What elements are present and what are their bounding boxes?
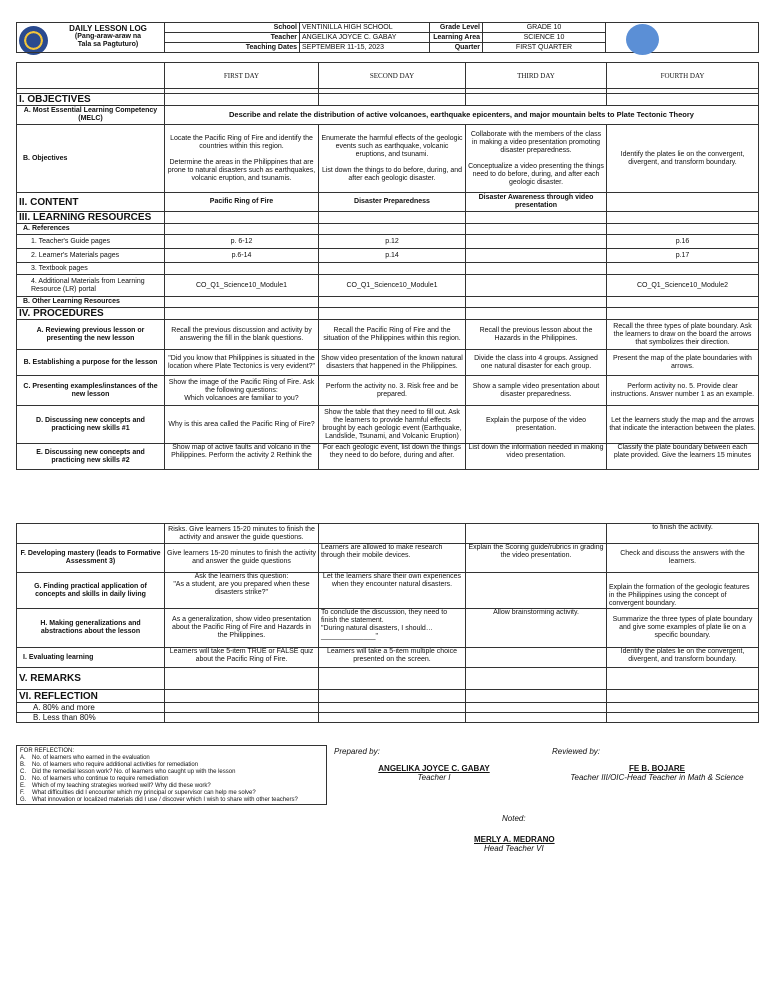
lm-pages-day1: p.6-14 bbox=[165, 249, 319, 263]
proc-i-label: I. Evaluating learning bbox=[17, 648, 165, 668]
objective-day3: Collaborate with the members of the class in making a video presentation promoting disaster preparedness. Conceptualize a video presenting the things need to do before, during, and after each geologic disaster. bbox=[466, 125, 607, 193]
proc-a-day4: Recall the three types of plate boundary. Ask the learners to draw on the board the arrows that symbolizes their direction. bbox=[607, 320, 759, 350]
proc-f-day4: Check and discuss the answers with the learners. bbox=[607, 544, 759, 573]
proc-i-day3 bbox=[466, 648, 607, 668]
objectives-label: B. Objectives bbox=[17, 125, 165, 193]
dates-value: SEPTEMBER 11-15, 2023 bbox=[300, 43, 430, 53]
reflection-item: D. No. of learners who continue to require remediation bbox=[20, 776, 169, 782]
proc-d-day4: Let the learners study the map and the arrows that indicate the interaction between the plates. bbox=[607, 406, 759, 444]
resources-heading: III. LEARNING RESOURCES bbox=[17, 212, 165, 224]
doc-subtitle-1: (Pang-araw-araw na bbox=[74, 33, 142, 40]
melc-label: A. Most Essential Learning Competency (MELC) bbox=[17, 106, 165, 125]
lr-portal-day4: CO_Q1_Science10_Module2 bbox=[607, 275, 759, 297]
content-day3: Disaster Awareness through video presentation bbox=[466, 193, 607, 212]
other-resources-label: B. Other Learning Resources bbox=[17, 297, 165, 308]
proc-b-label: B. Establishing a purpose for the lesson bbox=[17, 350, 165, 376]
noted-by-name: MERLY A. MEDRANO bbox=[474, 835, 555, 844]
reflection-heading: VI. REFLECTION bbox=[17, 690, 165, 703]
doc-subtitle-2: Tala sa Pagtuturo) bbox=[77, 41, 139, 48]
proc-e-cont-day2 bbox=[319, 524, 466, 544]
proc-b-day2: Show video presentation of the known natural disasters that happened in the Philippines. bbox=[319, 350, 466, 376]
proc-e-day4: Classify the plate boundary between each plate provided. Give the learners 15 minutes bbox=[607, 444, 759, 470]
proc-i-day4: Identify the plates lie on the convergent, divergent, and transform boundary. bbox=[607, 648, 759, 668]
lr-portal-day2: CO_Q1_Science10_Module1 bbox=[319, 275, 466, 297]
proc-e-cont-day1: Risks. Give learners 15-20 minutes to finish the activity and answer the guide questions. bbox=[165, 524, 319, 544]
proc-f-day3: Explain the Scoring guide/rubrics in grading the video presentation. bbox=[466, 544, 607, 573]
lm-pages-day2: p.14 bbox=[319, 249, 466, 263]
procedures-heading: IV. PROCEDURES bbox=[17, 308, 165, 320]
tg-pages-day2: p.12 bbox=[319, 235, 466, 249]
content-heading: II. CONTENT bbox=[17, 193, 165, 212]
quarter-label: Quarter bbox=[430, 43, 483, 53]
noted-by-label: Noted: bbox=[502, 814, 526, 823]
reflection-item: B. No. of learners who require additional activities for remediation bbox=[20, 762, 199, 768]
proc-e-day1: Show map of active faults and volcano in the Philippines. Perform the activity 2 Rethink the bbox=[165, 444, 319, 470]
reviewed-by-label: Reviewed by: bbox=[552, 747, 601, 756]
day-header-3: THIRD DAY bbox=[466, 63, 607, 89]
tg-pages-day4: p.16 bbox=[607, 235, 759, 249]
proc-c-day1: Show the image of the Pacific Ring of Fire. Ask the following questions: Which volcanoes are familiar to you? bbox=[165, 376, 319, 406]
proc-d-label: D. Discussing new concepts and practicing new skills #1 bbox=[17, 406, 165, 444]
prepared-by-block bbox=[334, 747, 494, 782]
reviewed-by-position: Teacher III/OIC-Head Teacher in Math & Science bbox=[570, 773, 744, 782]
reflection-item: A. No. of learners who earned in the evaluation bbox=[20, 755, 150, 761]
noted-by-position: Head Teacher VI bbox=[484, 844, 544, 853]
area-value: SCIENCE 10 bbox=[483, 33, 606, 43]
proc-c-day4: Perform activity no. 5. Provide clear instructions. Answer number 1 as an example. bbox=[607, 376, 759, 406]
grade-value: GRADE 10 bbox=[483, 23, 606, 33]
proc-e-cont-day4: to finish the activity. bbox=[607, 524, 759, 544]
proc-e-label: E. Discussing new concepts and practicing new skills #2 bbox=[17, 444, 165, 470]
melc-text: Describe and relate the distribution of active volcanoes, earthquake epicenters, and major mountain belts to Plate Tectonic Theory bbox=[165, 106, 759, 125]
reflection-item: G. What innovation or localized materials did I use / discover which I wish to share with other teachers? bbox=[20, 797, 298, 803]
reflection-item: F. What difficulties did I encounter which my principal or supervisor can help me solve? bbox=[20, 790, 256, 796]
lm-pages-label: 2. Learner's Materials pages bbox=[17, 249, 165, 263]
proc-b-day3: Divide the class into 4 groups. Assigned one natural disaster for each group. bbox=[466, 350, 607, 376]
logo-cell bbox=[17, 23, 165, 53]
prepared-by-name: ANGELIKA JOYCE C. GABAY bbox=[378, 764, 490, 773]
blue-circle-badge bbox=[626, 24, 659, 55]
teacher-value: ANGELIKA JOYCE C. GABAY bbox=[300, 33, 430, 43]
area-label: Learning Area bbox=[430, 33, 483, 43]
refl-row-80-more: A. 80% and more bbox=[17, 703, 165, 713]
proc-e-day3: List down the information needed in making video presentation. bbox=[466, 444, 607, 470]
objective-day4: Identify the plates lie on the convergent, divergent, and transform boundary. bbox=[607, 125, 759, 193]
noted-by-block bbox=[474, 814, 594, 853]
doc-title: DAILY LESSON LOG bbox=[69, 24, 147, 33]
proc-g-day2: Let the learners share their own experiences when they encounter natural disasters. bbox=[319, 573, 466, 609]
lr-portal-day3 bbox=[466, 275, 607, 297]
proc-h-day3: Allow brainstorming activity. bbox=[466, 609, 607, 648]
proc-a-label: A. Reviewing previous lesson or presenting the new lesson bbox=[17, 320, 165, 350]
proc-d-day3: Explain the purpose of the video presentation. bbox=[466, 406, 607, 444]
lesson-table-page1 bbox=[16, 62, 759, 470]
proc-b-day4: Present the map of the plate boundaries with arrows. bbox=[607, 350, 759, 376]
proc-h-label: H. Making generalizations and abstractions about the lesson bbox=[17, 609, 165, 648]
day-header-1: FIRST DAY bbox=[165, 63, 319, 89]
content-day1: Pacific Ring of Fire bbox=[165, 193, 319, 212]
for-reflection-title: FOR REFLECTION: bbox=[20, 748, 75, 754]
blank-corner bbox=[17, 63, 165, 89]
refl-row-less-80: B. Less than 80% bbox=[17, 713, 165, 723]
dates-label: Teaching Dates bbox=[165, 43, 300, 53]
objectives-heading: I. OBJECTIVES bbox=[17, 94, 165, 106]
objective-day2: Enumerate the harmful effects of the geologic events such as earthquake, volcanic eruptions, and tsunami. List down the things to do before, during, and after each geologic disaster. bbox=[319, 125, 466, 193]
proc-g-day1: Ask the learners this question: "As a student, are you prepared when these disasters strike?" bbox=[165, 573, 319, 609]
proc-h-day2: To conclude the discussion, they need to finish the statement. "During natural disasters, I should…______________" bbox=[319, 609, 466, 648]
proc-e-cont-day3 bbox=[466, 524, 607, 544]
proc-g-day3 bbox=[466, 573, 607, 609]
prepared-by-label: Prepared by: bbox=[334, 747, 380, 756]
quarter-value: FIRST QUARTER bbox=[483, 43, 606, 53]
grade-label: Grade Level bbox=[430, 23, 483, 33]
lm-pages-day4: p.17 bbox=[607, 249, 759, 263]
reflection-item: C. Did the remedial lesson work? No. of learners who caught up with the lesson bbox=[20, 769, 236, 775]
lesson-table-page2 bbox=[16, 523, 759, 723]
tg-pages-label: 1. Teacher's Guide pages bbox=[17, 235, 165, 249]
references-label: A. References bbox=[17, 224, 165, 235]
proc-h-day1: As a generalization, show video presentation about the Pacific Ring of Fire and Hazards in the Philippines. bbox=[165, 609, 319, 648]
day-header-2: SECOND DAY bbox=[319, 63, 466, 89]
reviewed-by-name: FE B. BOJARE bbox=[628, 764, 685, 773]
proc-c-day2: Perform the activity no. 3. Risk free and be prepared. bbox=[319, 376, 466, 406]
proc-c-day3: Show a sample video presentation about disaster preparedness. bbox=[466, 376, 607, 406]
remarks-heading: V. REMARKS bbox=[17, 668, 165, 690]
proc-h-day4: Summarize the three types of plate boundary and give some examples of plate lie on a specific boundary. bbox=[607, 609, 759, 648]
proc-f-day1: Give learners 15-20 minutes to finish the activity and answer the guide questions bbox=[165, 544, 319, 573]
proc-f-day2: Learners are allowed to make research through their mobile devices. bbox=[319, 544, 466, 573]
proc-e-day2: For each geologic event, list down the things they need to do before, during and after. bbox=[319, 444, 466, 470]
objective-day1: Locate the Pacific Ring of Fire and identify the countries within this region. Determine the areas in the Philippines that are prone to natural disasters such as earthquakes, volcanic eruption, and tsunamis. bbox=[165, 125, 319, 193]
proc-a-day1: Recall the previous discussion and activity by answering the fill in the blank questions. bbox=[165, 320, 319, 350]
school-label: School bbox=[165, 23, 300, 33]
school-value: VENTINILLA HIGH SCHOOL bbox=[300, 23, 430, 33]
for-reflection-box bbox=[16, 745, 327, 805]
lr-portal-day1: CO_Q1_Science10_Module1 bbox=[165, 275, 319, 297]
lm-pages-day3 bbox=[466, 249, 607, 263]
proc-f-label: F. Developing mastery (leads to Formative Assessment 3) bbox=[17, 544, 165, 573]
proc-g-label: G. Finding practical application of concepts and skills in daily living bbox=[17, 573, 165, 609]
teacher-label: Teacher bbox=[165, 33, 300, 43]
proc-d-day1: Why is this area called the Pacific Ring of Fire? bbox=[165, 406, 319, 444]
content-day4 bbox=[607, 193, 759, 212]
reflection-item: E. Which of my teaching strategies worked well? Why did these work? bbox=[20, 783, 211, 789]
proc-d-day2: Show the table that they need to fill out. Ask the learners to provide harmful effects brought by each geologic event (Earthquake, Landslide, Tsunami, and Volcanic Eruption) bbox=[319, 406, 466, 444]
content-day2: Disaster Preparedness bbox=[319, 193, 466, 212]
textbook-pages-label: 3. Textbook pages bbox=[17, 263, 165, 275]
proc-g-day4: Explain the formation of the geologic features in the Philippines using the concept of convergent boundary. bbox=[607, 573, 759, 609]
tg-pages-day3 bbox=[466, 235, 607, 249]
proc-b-day1: "Did you know that Philippines is situated in the location where Plate Tectonics is very evident?" bbox=[165, 350, 319, 376]
prepared-by-position: Teacher I bbox=[417, 773, 451, 782]
day-header-4: FOURTH DAY bbox=[607, 63, 759, 89]
lr-portal-label: 4. Additional Materials from Learning Resource (LR) portal bbox=[17, 275, 165, 297]
tg-pages-day1: p. 6-12 bbox=[165, 235, 319, 249]
proc-a-day3: Recall the previous lesson about the Hazards in the Philippines. bbox=[466, 320, 607, 350]
proc-a-day2: Recall the Pacific Ring of Fire and the situation of the Philippines within this region. bbox=[319, 320, 466, 350]
reviewed-by-block bbox=[552, 747, 762, 782]
proc-i-day2: Learners will take a 5-item multiple choice presented on the screen. bbox=[319, 648, 466, 668]
proc-c-label: C. Presenting examples/instances of the new lesson bbox=[17, 376, 165, 406]
proc-i-day1: Learners will take 5-item TRUE or FALSE quiz about the Pacific Ring of Fire. bbox=[165, 648, 319, 668]
